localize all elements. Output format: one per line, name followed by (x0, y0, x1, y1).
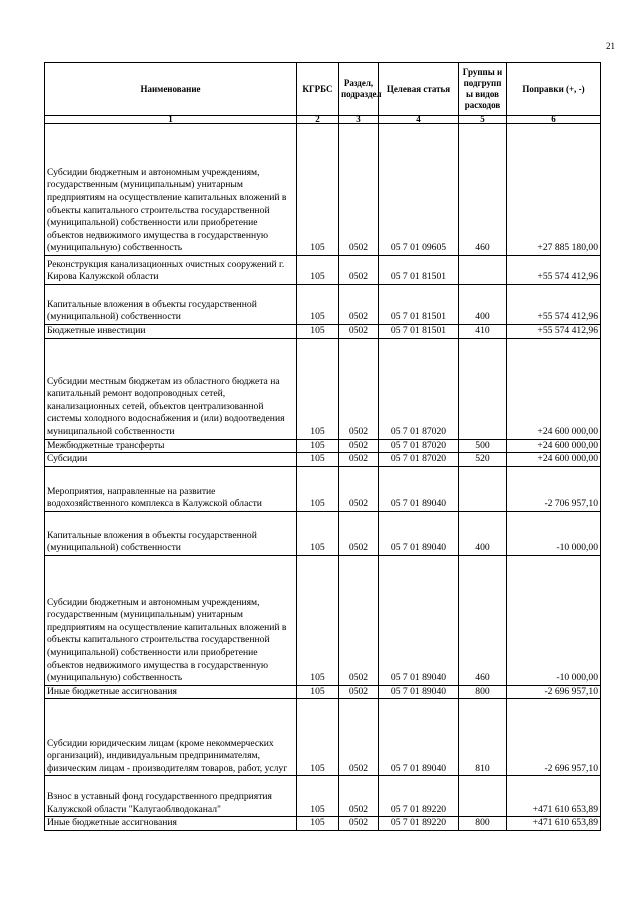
table-row (45, 338, 601, 439)
row-amount: +471 610 653,89 (507, 817, 601, 831)
row-group: 460 (459, 555, 507, 685)
row-target: 05 7 01 87020 (379, 453, 459, 467)
row-name: Капитальные вложения в объекты государственной (муниципальной) собственности (45, 285, 297, 325)
row-amount: +55 574 412,96 (507, 285, 601, 325)
row-name: Субсидии (45, 453, 297, 467)
row-name: Капитальные вложения в объекты государственной (муниципальной) собственности (45, 511, 297, 555)
column-number: 4 (379, 116, 459, 124)
row-target: 05 7 01 87020 (379, 439, 459, 453)
row-amount: +55 574 412,96 (507, 256, 601, 285)
row-target: 05 7 01 89220 (379, 817, 459, 831)
column-number: 2 (297, 116, 339, 124)
row-group (459, 256, 507, 285)
row-group (459, 776, 507, 817)
row-name: Субсидии бюджетным и автономным учреждениям, государственным (муниципальным) унитарным предприятиям на осуществление капитальных вложений в объекты капитального строительства государственной (муниципальной) собственности или приобретение объектов недвижимого имущества в государственную (муниципальную) собственность (45, 124, 297, 256)
row-target: 05 7 01 89040 (379, 685, 459, 699)
row-group (459, 466, 507, 511)
row-name: Бюджетные инвестиции (45, 325, 297, 339)
row-section: 0502 (339, 256, 379, 285)
row-group: 520 (459, 453, 507, 467)
row-section: 0502 (339, 555, 379, 685)
header-row (45, 63, 601, 116)
row-section: 0502 (339, 776, 379, 817)
row-section: 0502 (339, 453, 379, 467)
column-number: 1 (45, 116, 297, 124)
row-section: 0502 (339, 124, 379, 256)
row-group: 810 (459, 699, 507, 776)
row-target: 05 7 01 87020 (379, 338, 459, 439)
row-kgrbs: 105 (297, 555, 339, 685)
row-section: 0502 (339, 466, 379, 511)
row-kgrbs: 105 (297, 776, 339, 817)
column-header-group: Группы и подгрупп ы видов расходов (459, 63, 507, 116)
row-name: Межбюджетные трансферты (45, 439, 297, 453)
row-name: Мероприятия, направленные на развитие водохозяйственного комплекса в Калужской области (45, 466, 297, 511)
row-target: 05 7 01 81501 (379, 256, 459, 285)
row-amount: -2 696 957,10 (507, 699, 601, 776)
row-target: 05 7 01 89220 (379, 776, 459, 817)
row-target: 05 7 01 89040 (379, 466, 459, 511)
row-kgrbs: 105 (297, 439, 339, 453)
row-kgrbs: 105 (297, 256, 339, 285)
row-group: 800 (459, 685, 507, 699)
row-section: 0502 (339, 685, 379, 699)
page-number: 21 (606, 41, 615, 51)
row-amount: -10 000,00 (507, 555, 601, 685)
row-section: 0502 (339, 817, 379, 831)
row-target: 05 7 01 09605 (379, 124, 459, 256)
column-header-name: Наименование (45, 63, 297, 116)
table-row (45, 325, 601, 339)
row-section: 0502 (339, 511, 379, 555)
row-group: 400 (459, 511, 507, 555)
table-row (45, 124, 601, 256)
row-name: Субсидии местным бюджетам из областного бюджета на капитальный ремонт водопроводных сетей, канализационных сетей, объектов централизованной системы холодного водоснабжения и (или) водоотведения муниципальной собственности (45, 338, 297, 439)
table-row (45, 685, 601, 699)
column-number: 5 (459, 116, 507, 124)
row-amount: +24 600 000,00 (507, 439, 601, 453)
row-kgrbs: 105 (297, 285, 339, 325)
column-header-target: Целевая статья (379, 63, 459, 116)
table-row (45, 466, 601, 511)
row-group: 460 (459, 124, 507, 256)
column-header-kgrbs: КГРБС (297, 63, 339, 116)
row-group: 800 (459, 817, 507, 831)
table-row (45, 439, 601, 453)
row-kgrbs: 105 (297, 685, 339, 699)
row-section: 0502 (339, 439, 379, 453)
table-row (45, 256, 601, 285)
row-amount: +27 885 180,00 (507, 124, 601, 256)
row-name: Иные бюджетные ассигнования (45, 685, 297, 699)
row-group: 400 (459, 285, 507, 325)
row-section: 0502 (339, 338, 379, 439)
row-target: 05 7 01 81501 (379, 285, 459, 325)
table-row (45, 699, 601, 776)
row-kgrbs: 105 (297, 325, 339, 339)
row-kgrbs: 105 (297, 466, 339, 511)
column-header-amount: Поправки (+, -) (507, 63, 601, 116)
row-amount: -2 696 957,10 (507, 685, 601, 699)
row-group: 410 (459, 325, 507, 339)
row-name: Субсидии юридическим лицам (кроме некоммерческих организаций), индивидуальным предпринимателям, физическим лицам - производителям товаров, работ, услуг (45, 699, 297, 776)
row-amount: +24 600 000,00 (507, 338, 601, 439)
table-row (45, 776, 601, 817)
row-name: Взнос в уставный фонд государственного предприятия Калужской области "Калугаоблводоканал" (45, 776, 297, 817)
column-number-row (45, 116, 601, 124)
row-amount: +55 574 412,96 (507, 325, 601, 339)
table-row (45, 511, 601, 555)
row-section: 0502 (339, 699, 379, 776)
row-section: 0502 (339, 285, 379, 325)
column-header-section: Раздел, подраздел (339, 63, 379, 116)
row-amount: -10 000,00 (507, 511, 601, 555)
row-kgrbs: 105 (297, 817, 339, 831)
table-row (45, 817, 601, 831)
row-kgrbs: 105 (297, 511, 339, 555)
row-target: 05 7 01 89040 (379, 555, 459, 685)
row-target: 05 7 01 89040 (379, 511, 459, 555)
column-number: 3 (339, 116, 379, 124)
column-number: 6 (507, 116, 601, 124)
row-name: Реконструкция канализационных очистных сооружений г. Кирова Калужской области (45, 256, 297, 285)
table-row (45, 555, 601, 685)
budget-table (44, 62, 601, 831)
table-row (45, 453, 601, 467)
row-name: Иные бюджетные ассигнования (45, 817, 297, 831)
row-kgrbs: 105 (297, 453, 339, 467)
row-kgrbs: 105 (297, 124, 339, 256)
row-target: 05 7 01 81501 (379, 325, 459, 339)
row-kgrbs: 105 (297, 338, 339, 439)
row-name: Субсидии бюджетным и автономным учреждениям, государственным (муниципальным) унитарным предприятиям на осуществление капитальных вложений в объекты капитального строительства государственной (муниципальной) собственности или приобретение объектов недвижимого имущества в государственную (муниципальную) собственность (45, 555, 297, 685)
row-amount: +24 600 000,00 (507, 453, 601, 467)
table-row (45, 285, 601, 325)
row-target: 05 7 01 89040 (379, 699, 459, 776)
row-section: 0502 (339, 325, 379, 339)
row-group: 500 (459, 439, 507, 453)
row-amount: +471 610 653,89 (507, 776, 601, 817)
row-amount: -2 706 957,10 (507, 466, 601, 511)
row-group (459, 338, 507, 439)
row-kgrbs: 105 (297, 699, 339, 776)
